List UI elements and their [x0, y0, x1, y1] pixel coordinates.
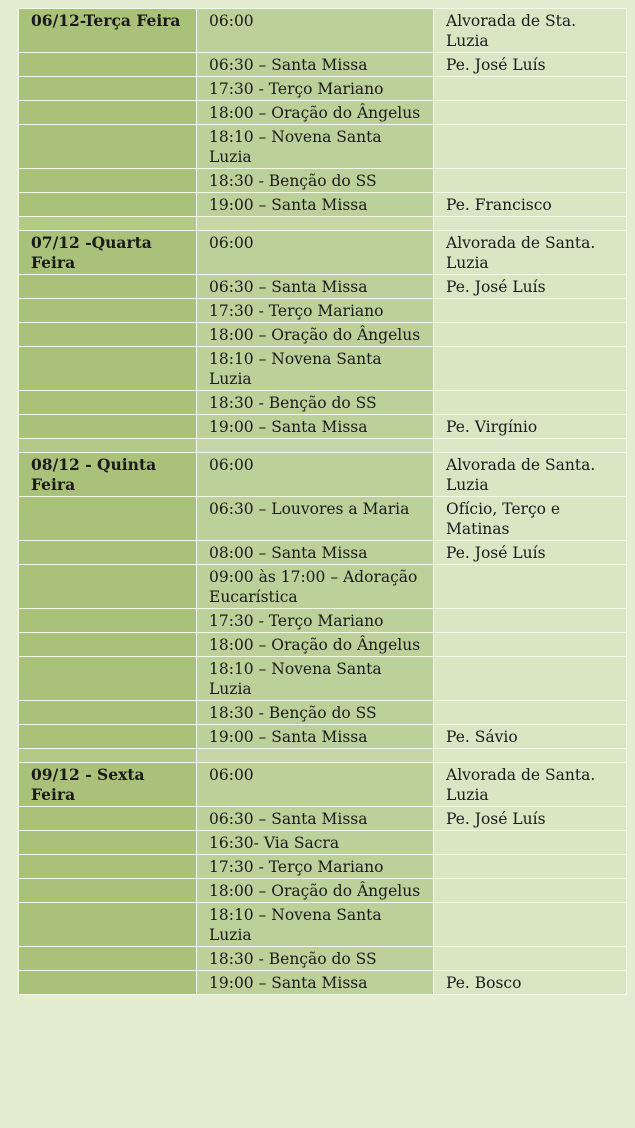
event-note: Pe. Virgínio	[434, 415, 627, 439]
separator-cell	[434, 749, 627, 763]
schedule-row	[19, 763, 627, 807]
schedule-row	[19, 231, 627, 275]
separator-cell	[19, 749, 197, 763]
event-note	[434, 125, 627, 169]
schedule-row	[19, 77, 627, 101]
day-cell-empty	[19, 193, 197, 217]
event-note	[434, 855, 627, 879]
event-time: 18:10 – Novena Santa Luzia	[197, 125, 434, 169]
event-time: 06:30 – Santa Missa	[197, 53, 434, 77]
day-cell-empty	[19, 275, 197, 299]
event-note	[434, 657, 627, 701]
schedule-row	[19, 701, 627, 725]
schedule-row	[19, 193, 627, 217]
event-note: Pe. José Luís	[434, 275, 627, 299]
event-time: 06:30 – Santa Missa	[197, 807, 434, 831]
schedule-body	[19, 9, 627, 995]
schedule-row	[19, 657, 627, 701]
event-note: Pe. Sávio	[434, 725, 627, 749]
event-note: Ofício, Terço e Matinas	[434, 497, 627, 541]
event-note: Pe. José Luís	[434, 53, 627, 77]
day-separator	[19, 749, 627, 763]
day-cell-empty	[19, 971, 197, 995]
event-time: 09:00 às 17:00 – Adoração Eucarística	[197, 565, 434, 609]
event-note: Pe. Bosco	[434, 971, 627, 995]
separator-cell	[197, 217, 434, 231]
event-note	[434, 879, 627, 903]
day-label: 07/12 -Quarta Feira	[19, 231, 197, 275]
event-time: 17:30 - Terço Mariano	[197, 77, 434, 101]
schedule-row	[19, 415, 627, 439]
schedule-row	[19, 565, 627, 609]
schedule-row	[19, 541, 627, 565]
day-cell-empty	[19, 541, 197, 565]
day-cell-empty	[19, 53, 197, 77]
day-cell-empty	[19, 101, 197, 125]
event-note	[434, 101, 627, 125]
event-time: 18:30 - Benção do SS	[197, 169, 434, 193]
schedule-row	[19, 9, 627, 53]
event-note: Alvorada de Santa. Luzia	[434, 763, 627, 807]
day-cell-empty	[19, 633, 197, 657]
day-cell-empty	[19, 565, 197, 609]
day-cell-empty	[19, 609, 197, 633]
day-cell-empty	[19, 947, 197, 971]
event-note	[434, 701, 627, 725]
schedule-row	[19, 323, 627, 347]
day-label: 06/12-Terça Feira	[19, 9, 197, 53]
event-time: 18:10 – Novena Santa Luzia	[197, 903, 434, 947]
event-time: 18:00 – Oração do Ângelus	[197, 101, 434, 125]
day-cell-empty	[19, 77, 197, 101]
schedule-row	[19, 125, 627, 169]
event-note	[434, 299, 627, 323]
event-time: 06:00	[197, 453, 434, 497]
event-time: 08:00 – Santa Missa	[197, 541, 434, 565]
schedule-row	[19, 299, 627, 323]
event-time: 18:00 – Oração do Ângelus	[197, 633, 434, 657]
day-cell-empty	[19, 855, 197, 879]
event-time: 06:00	[197, 9, 434, 53]
day-separator	[19, 439, 627, 453]
schedule-row	[19, 807, 627, 831]
day-label: 09/12 - Sexta Feira	[19, 763, 197, 807]
schedule-row	[19, 275, 627, 299]
schedule-row	[19, 879, 627, 903]
separator-cell	[434, 439, 627, 453]
separator-cell	[19, 439, 197, 453]
event-time: 18:10 – Novena Santa Luzia	[197, 347, 434, 391]
day-cell-empty	[19, 299, 197, 323]
schedule-row	[19, 53, 627, 77]
schedule-row	[19, 101, 627, 125]
event-note	[434, 947, 627, 971]
event-note	[434, 609, 627, 633]
day-cell-empty	[19, 323, 197, 347]
schedule-row	[19, 609, 627, 633]
day-cell-empty	[19, 903, 197, 947]
schedule-row	[19, 497, 627, 541]
event-time: 06:00	[197, 231, 434, 275]
event-time: 18:30 - Benção do SS	[197, 701, 434, 725]
day-cell-empty	[19, 415, 197, 439]
day-cell-empty	[19, 879, 197, 903]
schedule-row	[19, 855, 627, 879]
day-cell-empty	[19, 701, 197, 725]
event-time: 18:00 – Oração do Ângelus	[197, 879, 434, 903]
event-time: 06:30 – Louvores a Maria	[197, 497, 434, 541]
event-time: 18:00 – Oração do Ângelus	[197, 323, 434, 347]
event-time: 17:30 - Terço Mariano	[197, 609, 434, 633]
day-cell-empty	[19, 347, 197, 391]
day-cell-empty	[19, 391, 197, 415]
event-time: 18:30 - Benção do SS	[197, 947, 434, 971]
day-cell-empty	[19, 725, 197, 749]
day-cell-empty	[19, 125, 197, 169]
event-time: 19:00 – Santa Missa	[197, 725, 434, 749]
event-time: 19:00 – Santa Missa	[197, 415, 434, 439]
day-label: 08/12 - Quinta Feira	[19, 453, 197, 497]
schedule-row	[19, 725, 627, 749]
event-time: 17:30 - Terço Mariano	[197, 299, 434, 323]
event-time: 19:00 – Santa Missa	[197, 971, 434, 995]
event-time: 06:00	[197, 763, 434, 807]
event-note	[434, 633, 627, 657]
day-separator	[19, 217, 627, 231]
schedule-row	[19, 169, 627, 193]
schedule-row	[19, 971, 627, 995]
schedule-row	[19, 947, 627, 971]
separator-cell	[19, 217, 197, 231]
schedule-row	[19, 347, 627, 391]
event-note	[434, 565, 627, 609]
event-note: Alvorada de Sta. Luzia	[434, 9, 627, 53]
day-cell-empty	[19, 497, 197, 541]
event-time: 18:10 – Novena Santa Luzia	[197, 657, 434, 701]
schedule-row	[19, 391, 627, 415]
separator-cell	[434, 217, 627, 231]
event-time: 06:30 – Santa Missa	[197, 275, 434, 299]
event-note: Alvorada de Santa. Luzia	[434, 231, 627, 275]
separator-cell	[197, 439, 434, 453]
schedule-table	[18, 8, 627, 995]
event-note	[434, 391, 627, 415]
schedule-row	[19, 453, 627, 497]
event-note	[434, 169, 627, 193]
event-note: Pe. Francisco	[434, 193, 627, 217]
separator-cell	[197, 749, 434, 763]
event-note	[434, 77, 627, 101]
event-note: Alvorada de Santa. Luzia	[434, 453, 627, 497]
event-note	[434, 347, 627, 391]
event-time: 19:00 – Santa Missa	[197, 193, 434, 217]
day-cell-empty	[19, 657, 197, 701]
event-note: Pe. José Luís	[434, 541, 627, 565]
schedule-row	[19, 903, 627, 947]
day-cell-empty	[19, 831, 197, 855]
event-time: 17:30 - Terço Mariano	[197, 855, 434, 879]
event-note: Pe. José Luís	[434, 807, 627, 831]
event-note	[434, 831, 627, 855]
event-note	[434, 323, 627, 347]
event-time: 18:30 - Benção do SS	[197, 391, 434, 415]
day-cell-empty	[19, 169, 197, 193]
schedule-row	[19, 633, 627, 657]
event-note	[434, 903, 627, 947]
schedule-row	[19, 831, 627, 855]
event-time: 16:30- Via Sacra	[197, 831, 434, 855]
day-cell-empty	[19, 807, 197, 831]
